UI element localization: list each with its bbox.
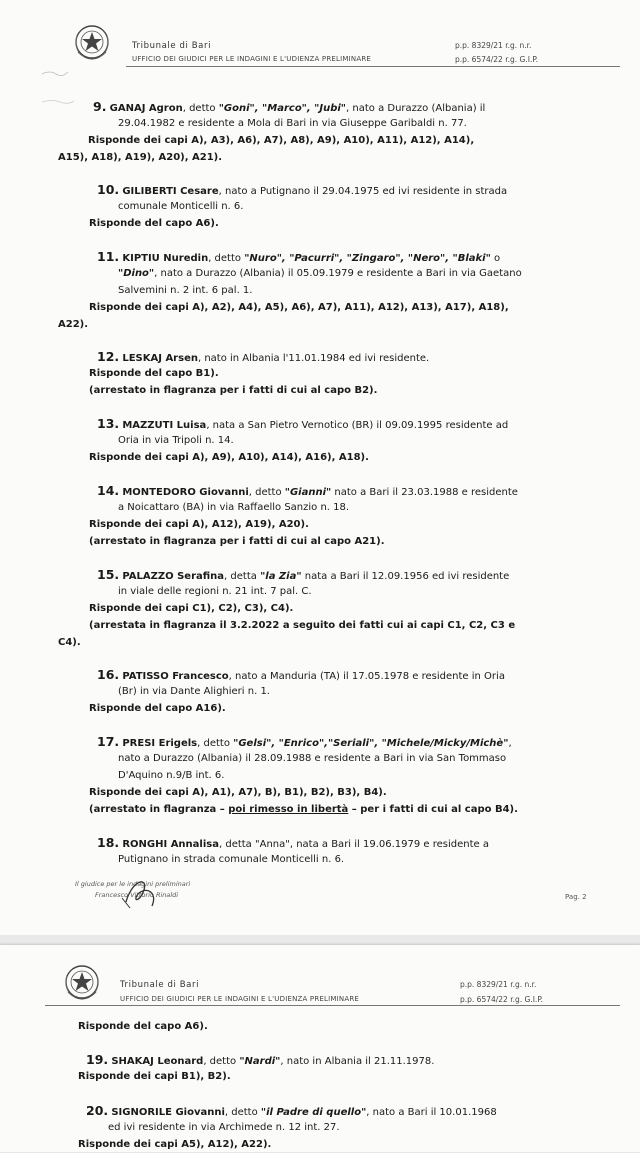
text: (arrestato in flagranza – xyxy=(89,804,229,815)
underlined-text: poi rimesso in libertà xyxy=(228,804,349,815)
entry-10-line-2: comunale Monticelli n. 6. xyxy=(118,201,244,212)
entry-13-charges-1: Risponde dei capi A), A9), A10), A14), A16), A18). xyxy=(89,452,369,463)
entry-14-arrest: (arrestato in flagranza per i fatti di cui al capo A21). xyxy=(89,536,385,547)
page-header xyxy=(0,945,640,1015)
entry-19-charges-1: Risponde dei capi B1), B2). xyxy=(78,1071,231,1082)
alias: "Nardi" xyxy=(239,1056,281,1067)
alias: "Gelsi", "Enrico","Seriali", "Michele/Micky/Michè" xyxy=(233,738,509,749)
judge-name: Francesco Vittorio Rinaldi xyxy=(95,891,179,899)
alias: "Nuro", "Pacurri", "Zingaro", "Nero", "Blaki" xyxy=(244,253,491,264)
entry-11-line-2 xyxy=(118,265,522,282)
case-number-gip: p.p. 6574/22 r.g. G.I.P. xyxy=(455,55,539,64)
defendant-name: GANAJ Agron xyxy=(109,103,183,114)
defendant-name: MAZZUTI Luisa xyxy=(122,420,207,431)
entry-15-arrest-2: C4). xyxy=(58,637,81,648)
case-number-nr: p.p. 8329/21 r.g. n.r. xyxy=(455,41,532,50)
case-number-gip: p.p. 6574/22 r.g. G.I.P. xyxy=(460,995,544,1004)
handwritten-mark-icon xyxy=(40,60,100,110)
alias: "Goni", "Marco", "Jubi" xyxy=(218,103,347,114)
alias: "Gianni" xyxy=(284,487,332,498)
continuation-charges: Risponde del capo A6). xyxy=(78,1021,208,1032)
entry-number: 18. xyxy=(97,835,120,850)
entry-18-line-2: Putignano in strada comunale Monticelli n. 6. xyxy=(118,854,345,865)
text: – per i fatti di cui al capo B4). xyxy=(348,804,518,815)
text: o xyxy=(490,253,501,264)
text: , detto xyxy=(203,1056,240,1067)
entry-20-charges-1: Risponde dei capi A5), A12), A22). xyxy=(78,1139,272,1150)
text: , detta xyxy=(224,571,261,582)
entry-13-line-2: Oria in via Tripoli n. 14. xyxy=(118,435,234,446)
header-divider xyxy=(126,66,620,67)
entry-number: 11. xyxy=(97,249,120,264)
office-name: UFFICIO DEI GIUDICI PER LE INDAGINI E L'UDIENZA PRELIMINARE xyxy=(132,55,372,63)
entry-17-charges-1: Risponde dei capi A), A1), A7), B), B1), B2), B3), B4). xyxy=(89,787,387,798)
text: , nato a Durazzo (Albania) il xyxy=(346,103,486,114)
entry-9-charges-1: Risponde dei capi A), A3), A6), A7), A8), A9), A10), A11), A12), A14), xyxy=(88,135,475,146)
text: , detto xyxy=(182,103,219,114)
entry-12-charges-1: Risponde del capo B1). xyxy=(89,368,219,379)
defendant-name: SHAKAJ Leonard xyxy=(111,1056,204,1067)
entry-11-line-3: Salvemini n. 2 int. 6 pal. 1. xyxy=(118,285,253,296)
entry-14-charges-1: Risponde dei capi A), A12), A19), A20). xyxy=(89,519,309,530)
text: , detto xyxy=(197,738,234,749)
defendant-name: GILIBERTI Cesare xyxy=(122,186,219,197)
defendant-name: RONGHI Annalisa xyxy=(122,839,219,850)
entry-10-charges-1: Risponde del capo A6). xyxy=(89,218,219,229)
text: , nato in Albania il 21.11.1978. xyxy=(280,1056,435,1067)
entry-number: 9. xyxy=(93,99,107,114)
entry-number: 13. xyxy=(97,416,120,431)
entry-number: 20. xyxy=(86,1103,109,1118)
alias: "la Zia" xyxy=(260,571,302,582)
header-divider xyxy=(45,1005,620,1006)
entry-17-line-3: D'Aquino n.9/B int. 6. xyxy=(118,770,225,781)
text: , nata a Bari il 19.06.1979 e residente a xyxy=(289,839,490,850)
entry-9-charges-2: A15), A18), A19), A20), A21). xyxy=(58,152,223,163)
case-number-nr: p.p. 8329/21 r.g. n.r. xyxy=(460,980,537,989)
entry-20-line-2: ed ivi residente in via Archimede n. 12 int. 27. xyxy=(108,1122,340,1133)
entry-16-charges-1: Risponde del capo A16). xyxy=(89,703,226,714)
signature-icon xyxy=(118,872,168,912)
text: , detto xyxy=(224,1107,261,1118)
defendant-name: PATISSO Francesco xyxy=(122,671,229,682)
text: , xyxy=(508,738,512,749)
text: , detto xyxy=(208,253,245,264)
defendant-name: MONTEDORO Giovanni xyxy=(122,487,249,498)
italian-republic-emblem-icon xyxy=(72,22,112,64)
defendant-name: SIGNORILE Giovanni xyxy=(111,1107,225,1118)
entry-9-line-2: 29.04.1982 e residente a Mola di Bari in via Giuseppe Garibaldi n. 77. xyxy=(118,118,467,129)
entry-number: 14. xyxy=(97,483,120,498)
alias: "Anna" xyxy=(255,839,290,850)
entry-12-arrest: (arrestato in flagranza per i fatti di cui al capo B2). xyxy=(89,385,378,396)
entry-17-arrest xyxy=(89,801,518,818)
entry-number: 15. xyxy=(97,567,120,582)
entry-number: 19. xyxy=(86,1052,109,1067)
document-page-2 xyxy=(0,945,640,1152)
entry-11-charges-1: Risponde dei capi A), A2), A4), A5), A6), A7), A11), A12), A13), A17), A18), xyxy=(89,302,509,313)
entry-number: 16. xyxy=(97,667,120,682)
text: , detto xyxy=(248,487,285,498)
page-number: Pag. 2 xyxy=(565,893,587,901)
court-name: Tribunale di Bari xyxy=(132,41,212,51)
entry-15-charges-1: Risponde dei capi C1), C2), C3), C4). xyxy=(89,603,294,614)
text: , nato in Albania l'11.01.1984 ed ivi residente. xyxy=(197,353,430,364)
entry-11-charges-2: A22). xyxy=(58,319,89,330)
entry-16-line-2: (Br) in via Dante Alighieri n. 1. xyxy=(118,686,270,697)
text: , nato a Manduria (TA) il 17.05.1978 e residente in Oria xyxy=(228,671,505,682)
text: , nata a San Pietro Vernotico (BR) il 09.09.1995 residente ad xyxy=(206,420,509,431)
italian-republic-emblem-icon xyxy=(62,962,102,1004)
text: , nato a Durazzo (Albania) il 05.09.1979 e residente a Bari in via Gaetano xyxy=(154,268,522,279)
alias: "il Padre di quello" xyxy=(260,1107,367,1118)
text: , detta xyxy=(218,839,255,850)
defendant-name: KIPTIU Nuredin xyxy=(122,253,209,264)
entry-15-arrest-1: (arrestata in flagranza il 3.2.2022 a seguito dei fatti cui ai capi C1, C2, C3 e xyxy=(89,620,516,631)
defendant-name: PRESI Erigels xyxy=(122,738,198,749)
alias: "Dino" xyxy=(118,268,155,279)
defendant-name: PALAZZO Serafina xyxy=(122,571,225,582)
entry-number: 12. xyxy=(97,349,120,364)
entry-17-line-2: nato a Durazzo (Albania) il 28.09.1988 e residente a Bari in via San Tommaso xyxy=(118,753,507,764)
text: nata a Bari il 12.09.1956 ed ivi residente xyxy=(301,571,510,582)
text: nato a Bari il 23.03.1988 e residente xyxy=(331,487,518,498)
entry-number: 10. xyxy=(97,182,120,197)
entry-14-line-2: a Noicattaro (BA) in via Raffaello Sanzio n. 18. xyxy=(118,502,350,513)
text: , nato a Putignano il 29.04.1975 ed ivi residente in strada xyxy=(218,186,508,197)
defendant-name: LESKAJ Arsen xyxy=(122,353,198,364)
office-name: UFFICIO DEI GIUDICI PER LE INDAGINI E L'UDIENZA PRELIMINARE xyxy=(120,995,360,1003)
entry-number: 17. xyxy=(97,734,120,749)
court-name: Tribunale di Bari xyxy=(120,980,200,990)
text: , nato a Bari il 10.01.1968 xyxy=(366,1107,497,1118)
entry-15-line-2: in viale delle regioni n. 21 int. 7 pal. C. xyxy=(118,586,312,597)
judge-title: Il giudice per le indagini preliminari xyxy=(75,880,191,888)
